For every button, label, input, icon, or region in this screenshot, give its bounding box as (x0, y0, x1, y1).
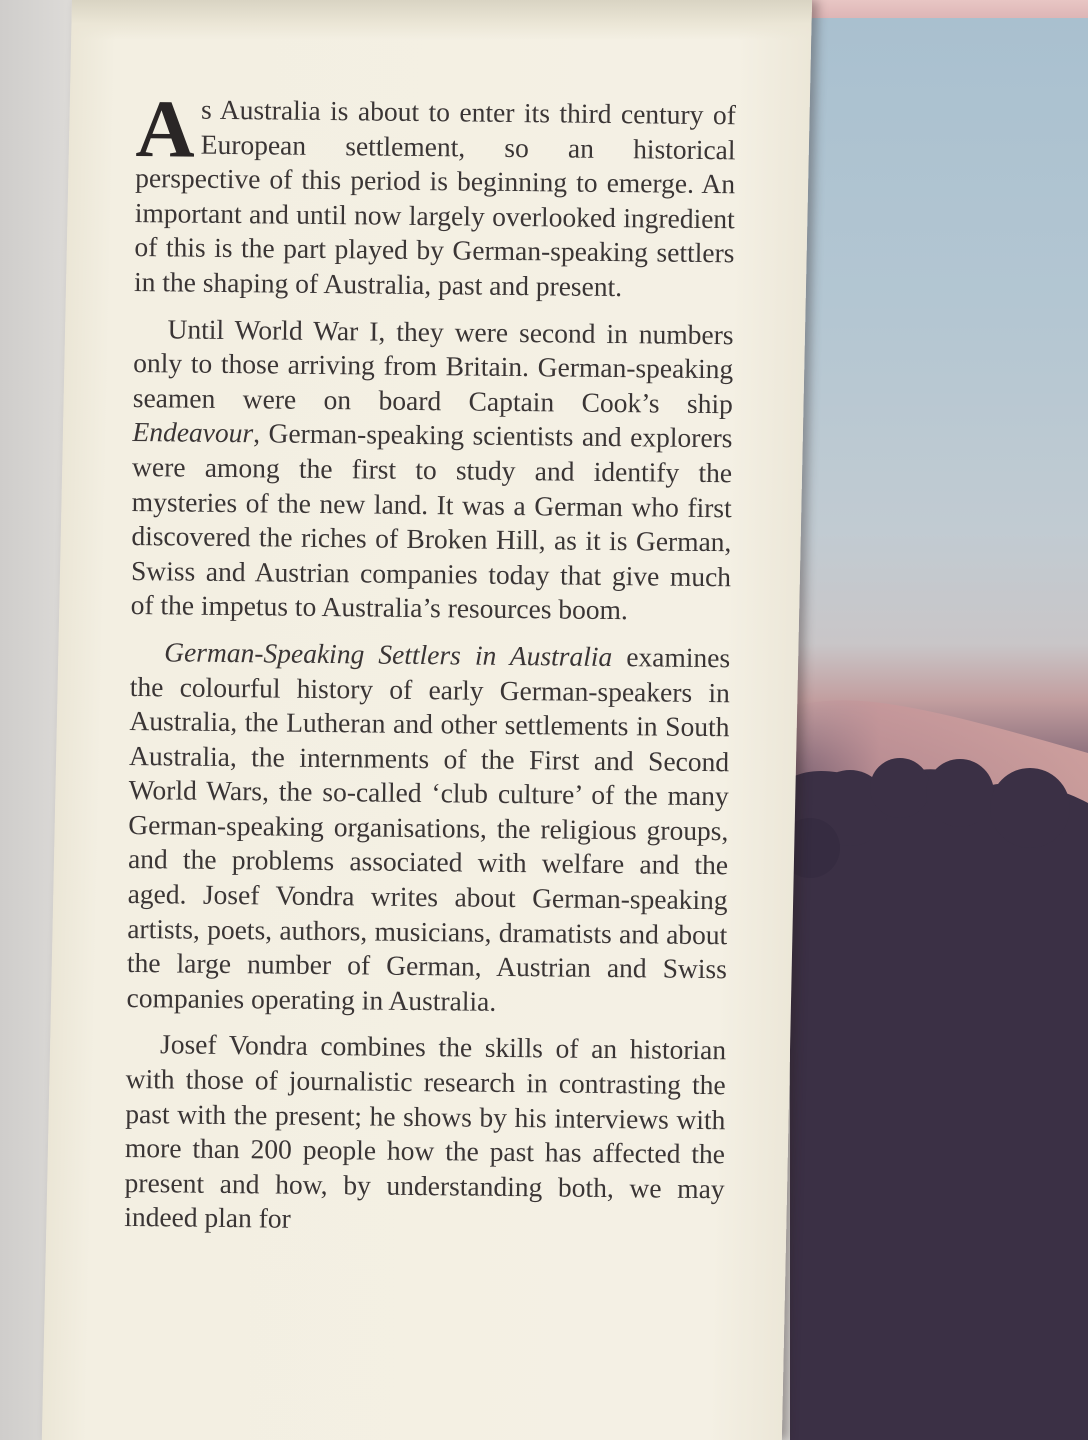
tree-silhouette (790, 18, 1088, 1440)
ship-name: Endeavour (132, 416, 254, 449)
paragraph-2-text-a: Until World War I, they were second in numbers only to those arriving from Britain. German-speaking seamen were on board Captain Cook’s ship (132, 312, 734, 420)
paragraph-1-text: s Australia is about to enter its third century of European settlement, so an historical perspective of this period is beginning to emerge. An important and until now largely overlooked ingredient of this is the part played by German-speaking settlers in the shaping of Australia, past and present. (133, 93, 737, 303)
paragraph-2 (131, 312, 734, 630)
paragraph-3 (126, 635, 730, 1022)
flap-fold-shadow (71, 0, 812, 40)
paragraph-2-text-b: , German-speaking scientists and explorers were among the first to study and identify the mysteries of the new land. It was a German who first discovered the riches of Broken Hill, as it is German, Swiss and Austrian companies today that give much of the impetus to Australia’s resources boom. (130, 417, 733, 626)
paragraph-1 (133, 83, 737, 306)
blurb-text (124, 83, 737, 1253)
book-title: German-Speaking Settlers in Australia (164, 636, 613, 672)
paragraph-4 (124, 1027, 726, 1241)
paragraph-3-text: examines the colourful history of early German-speakers in Australia, the Lutheran and other settlements in South Australia, the internments of the First and Second World Wars, the so-called ‘club culture’ of the many German-speaking organisations, the religious groups, and the problems associated with welfare and the aged. Josef Vondra writes about German-speaking artists, poets, authors, musicians, dramatists and about the large number of German, Austrian and Swiss companies operating in Australia. (126, 640, 731, 1017)
dust-jacket-flap (42, 0, 812, 1440)
drop-cap: A (135, 83, 196, 175)
paragraph-4-text: Josef Vondra combines the skills of an historian with those of journalistic research in contrasting the past with the present; he shows by his interviews with more than 200 people how the past has affected the present and how, by understanding both, we may indeed plan for (124, 1028, 727, 1235)
cover-photo (790, 18, 1088, 1440)
